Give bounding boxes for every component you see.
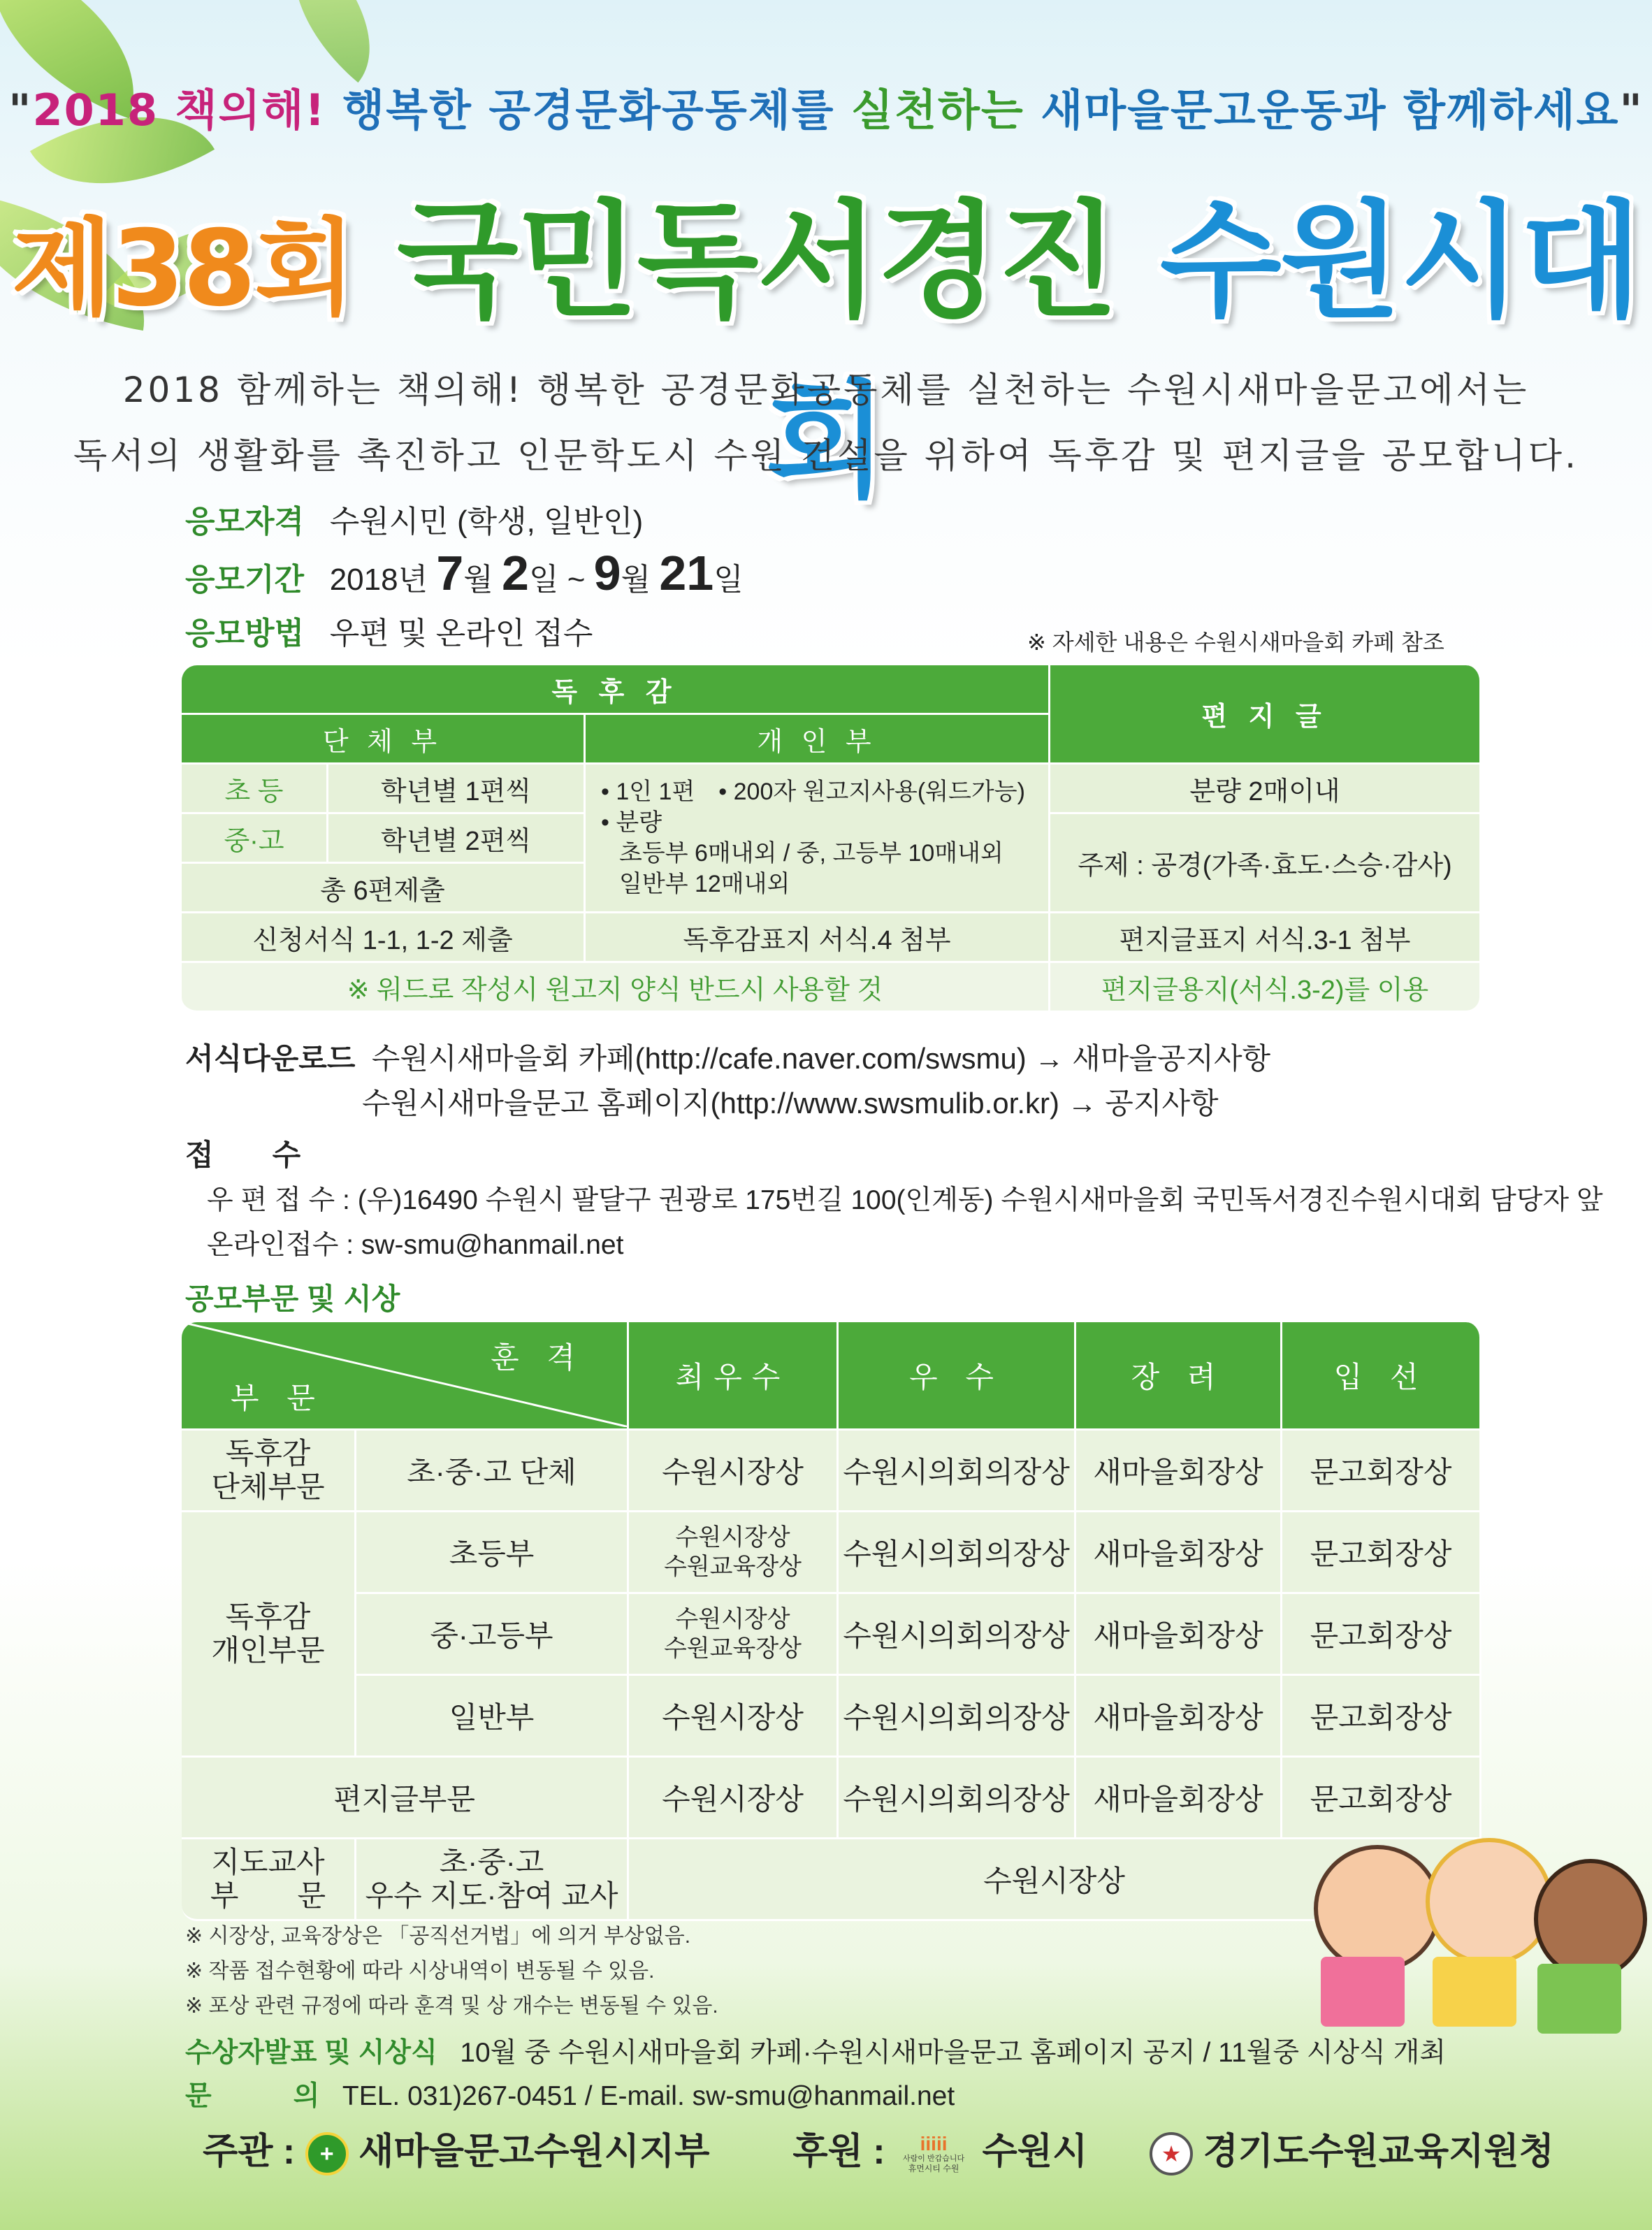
announce-row [185, 2031, 1446, 2070]
title-part1: 제38회 [11, 208, 355, 330]
note-3: ※ 포상 관련 규정에 따라 훈격 및 상 개수는 변동될 수 있음. [185, 1994, 718, 2018]
row-best: 수원시장상 수원교육장상 [629, 1512, 839, 1594]
receipt-mail [207, 1178, 1603, 1217]
submission-table [182, 665, 1481, 1013]
announce-label: 수상자발표 및 시상식 [185, 2038, 437, 2068]
form-letter: 편지글표지 서식.3-1 첨부 [1050, 913, 1481, 963]
period-month-1: 7 [436, 546, 464, 600]
note-letter: 편지글용지(서식.3-2)를 이용 [1050, 963, 1481, 1013]
letter-amount: 분량 2매이내 [1050, 765, 1481, 814]
form-group: 신청서식 1-1, 1-2 제출 [182, 913, 586, 963]
header-selected: 입 선 [1282, 1322, 1481, 1431]
awards-table [182, 1322, 1481, 1921]
row-best: 수원시장상 [629, 1431, 839, 1512]
method-row [185, 608, 593, 653]
row-best: 수원시장상 [629, 1676, 839, 1758]
slogan-part4: 새마을문고운동과 함께하세요 [1041, 85, 1620, 136]
teacher-sub: 초·중·고 우수 지도·참여 교사 [356, 1839, 629, 1921]
letter-topic: 주제 : 공경(가족·효도·스승·감사) [1050, 814, 1481, 913]
header-excellent: 우 수 [839, 1322, 1076, 1431]
education-office-logo-icon: ★ [1150, 2132, 1193, 2175]
row-encourage: 새마을회장상 [1076, 1676, 1282, 1758]
table-row [182, 1431, 1481, 1512]
download-section [185, 1036, 1270, 1078]
period-unit-2: 일 [528, 563, 559, 597]
receipt-online [207, 1223, 623, 1262]
header-group: 단 체 부 [182, 715, 586, 765]
header-diagonal [182, 1322, 629, 1431]
qualification-value: 수원시민 (학생, 일반인) [329, 505, 644, 539]
slogan-part1: 2018 책의해! [32, 85, 326, 136]
row-selected: 문고회장상 [1282, 1594, 1481, 1676]
announce-value: 10월 중 수원시새마을회 카페·수원시새마을문고 홈페이지 공지 / 11월중 시상식 개최 [460, 2038, 1447, 2068]
period-label: 응모기간 [185, 563, 305, 597]
row-sub: 초·중·고 단체 [356, 1431, 629, 1512]
header-individual: 개 인 부 [586, 715, 1050, 765]
qualification-label: 응모자격 [185, 505, 305, 539]
form-individual: 독후감표지 서식.4 첨부 [586, 913, 1050, 963]
teacher-category: 지도교사 부 문 [182, 1839, 356, 1921]
row-selected: 문고회장상 [1282, 1758, 1481, 1839]
table-row [182, 1512, 1481, 1594]
mid-label: 중·고 [182, 814, 328, 864]
period-unit-1: 월 [463, 563, 493, 597]
header-division: 부 문 [231, 1382, 325, 1414]
intro-line-1: 2018 함께하는 책의해! 행복한 공경문화공동체를 실천하는 수원시새마을문고에서는 [122, 370, 1530, 410]
row-excellent: 수원시의회의장상 [839, 1512, 1076, 1594]
row-excellent: 수원시의회의장상 [839, 1594, 1076, 1676]
title-part2: 국민독서경진 [396, 189, 1118, 335]
suwon-logo-text: 휴먼시티 수원 [908, 2164, 959, 2174]
row-sub: 일반부 [356, 1676, 629, 1758]
sponsor-label: 후원 : [792, 2131, 885, 2172]
group-total: 총 6편제출 [182, 864, 586, 913]
header-letter: 편 지 글 [1050, 665, 1481, 765]
method-value: 우편 및 온라인 접수 [329, 616, 593, 651]
period-unit-4: 일 [713, 563, 744, 597]
header-award: 훈 격 [491, 1341, 585, 1374]
download-line-1[interactable]: 수원시새마을회 카페(http://cafe.naver.com/swsmu) → 새마을공지사항 [371, 1042, 1271, 1075]
row-sub: 편지글부문 [182, 1758, 629, 1839]
row-selected: 문고회장상 [1282, 1676, 1481, 1758]
header-review: 독 후 감 [182, 665, 1050, 715]
elem-value: 학년별 1편씩 [328, 765, 586, 814]
note-1: ※ 시장상, 교육장상은 「공직선거법」에 의거 부상없음. [185, 1925, 691, 1948]
sponsor-1: 수원시 [982, 2131, 1088, 2172]
row-encourage: 새마을회장상 [1076, 1758, 1282, 1839]
row-selected: 문고회장상 [1282, 1512, 1481, 1594]
row-best: 수원시장상 [629, 1758, 839, 1839]
period-month-2: 9 [593, 546, 621, 600]
ind-line-1: • 1인 1편 • 200자 원고지사용(워드가능) [601, 779, 1025, 805]
row-sub: 초등부 [356, 1512, 629, 1594]
period-unit-3: 월 [621, 563, 651, 597]
suwon-logo-icon: iiiii 사람이 반갑습니다 휴먼시티 수원 [895, 2134, 972, 2174]
host-name: 새마을문고수원시지부 [358, 2131, 710, 2172]
awards-section-title: 공모부문 및 시상 [185, 1282, 400, 1315]
row-category: 독후감 개인부문 [182, 1512, 356, 1758]
title-part3: 수원시대회 [766, 189, 1641, 515]
mid-value: 학년별 2편씩 [328, 814, 586, 864]
note-2: ※ 작품 접수현황에 따라 시상내역이 변동될 수 있음. [185, 1960, 655, 1983]
elem-label: 초 등 [182, 765, 328, 814]
slogan-part2: 행복한 공경문화공동체를 [342, 85, 835, 136]
method-label: 응모방법 [185, 616, 305, 651]
ind-line-3: 초등부 6매내외 / 중, 고등부 10매내외 [619, 840, 1003, 867]
ind-line-4: 일반부 12매내외 [619, 871, 790, 897]
period-day-1: 2 [502, 546, 529, 600]
teacher-row [182, 1839, 1481, 1921]
teacher-award: 수원시장상 [629, 1839, 1481, 1921]
row-sub: 중·고등부 [356, 1594, 629, 1676]
online-label: 온라인접수 : [207, 1230, 354, 1260]
row-excellent: 수원시의회의장상 [839, 1676, 1076, 1758]
header-encourage: 장 려 [1076, 1322, 1282, 1431]
sponsor-2: 경기도수원교육지원청 [1203, 2131, 1554, 2172]
period-tilde: ~ [567, 563, 586, 597]
suwon-logo-sub: 사람이 반갑습니다 [903, 2155, 965, 2164]
online-value[interactable]: sw-smu@hanmail.net [361, 1230, 624, 1260]
individual-details [586, 765, 1050, 913]
contact-row [185, 2074, 955, 2113]
row-encourage: 새마을회장상 [1076, 1431, 1282, 1512]
host-label: 주관 : [203, 2131, 296, 2172]
download-line-2[interactable]: 수원시새마을문고 홈페이지(http://www.swsmulib.or.kr) → 공지사항 [362, 1087, 1219, 1120]
receipt-label: 접 수 [185, 1138, 301, 1171]
table-row [182, 1758, 1481, 1839]
download-label: 서식다운로드 [185, 1042, 356, 1075]
row-excellent: 수원시의회의장상 [839, 1431, 1076, 1512]
slogan-part3: 실천하는 [851, 85, 1024, 136]
saemaul-logo-icon: + [305, 2132, 349, 2175]
note-review: ※ 워드로 작성시 원고지 양식 반드시 사용할 것 [182, 963, 1050, 1013]
row-excellent: 수원시의회의장상 [839, 1758, 1076, 1839]
row-best: 수원시장상 수원교육장상 [629, 1594, 839, 1676]
period-year: 2018년 [329, 563, 428, 597]
footer [203, 2122, 1554, 2175]
info-note: ※ 자세한 내용은 수원시새마을회 카페 참조 [1027, 630, 1444, 655]
intro-line-2: 독서의 생활화를 촉진하고 인문학도시 수원 건설을 위하여 독후감 및 편지글을 공모합니다. [73, 435, 1579, 476]
table-row [182, 1594, 1481, 1676]
table-row [182, 1676, 1481, 1758]
qualification-row [185, 496, 643, 541]
slogan: "2018 책의해! 행복한 공경문화공동체를 실천하는 새마을문고운동과 함께하세요" [8, 85, 1644, 136]
contact-label: 문 의 [185, 2081, 320, 2111]
row-encourage: 새마을회장상 [1076, 1512, 1282, 1594]
period-day-2: 21 [659, 546, 714, 600]
row-selected: 문고회장상 [1282, 1431, 1481, 1512]
mail-value: (우)16490 수원시 팔달구 권광로 175번길 100(인계동) 수원시새마을회 국민독서경진수원시대회 담당자 앞 [357, 1185, 1603, 1215]
notes [185, 1919, 718, 2024]
period-row [185, 545, 744, 601]
mail-label: 우 편 접 수 : [207, 1185, 350, 1215]
row-category: 독후감 단체부문 [182, 1431, 356, 1512]
contact-value: TEL. 031)267-0451 / E-mail. sw-smu@hanmail.net [342, 2081, 955, 2111]
row-encourage: 새마을회장상 [1076, 1594, 1282, 1676]
ind-line-2: • 분량 [601, 809, 662, 836]
header-best: 최우수 [629, 1322, 839, 1431]
